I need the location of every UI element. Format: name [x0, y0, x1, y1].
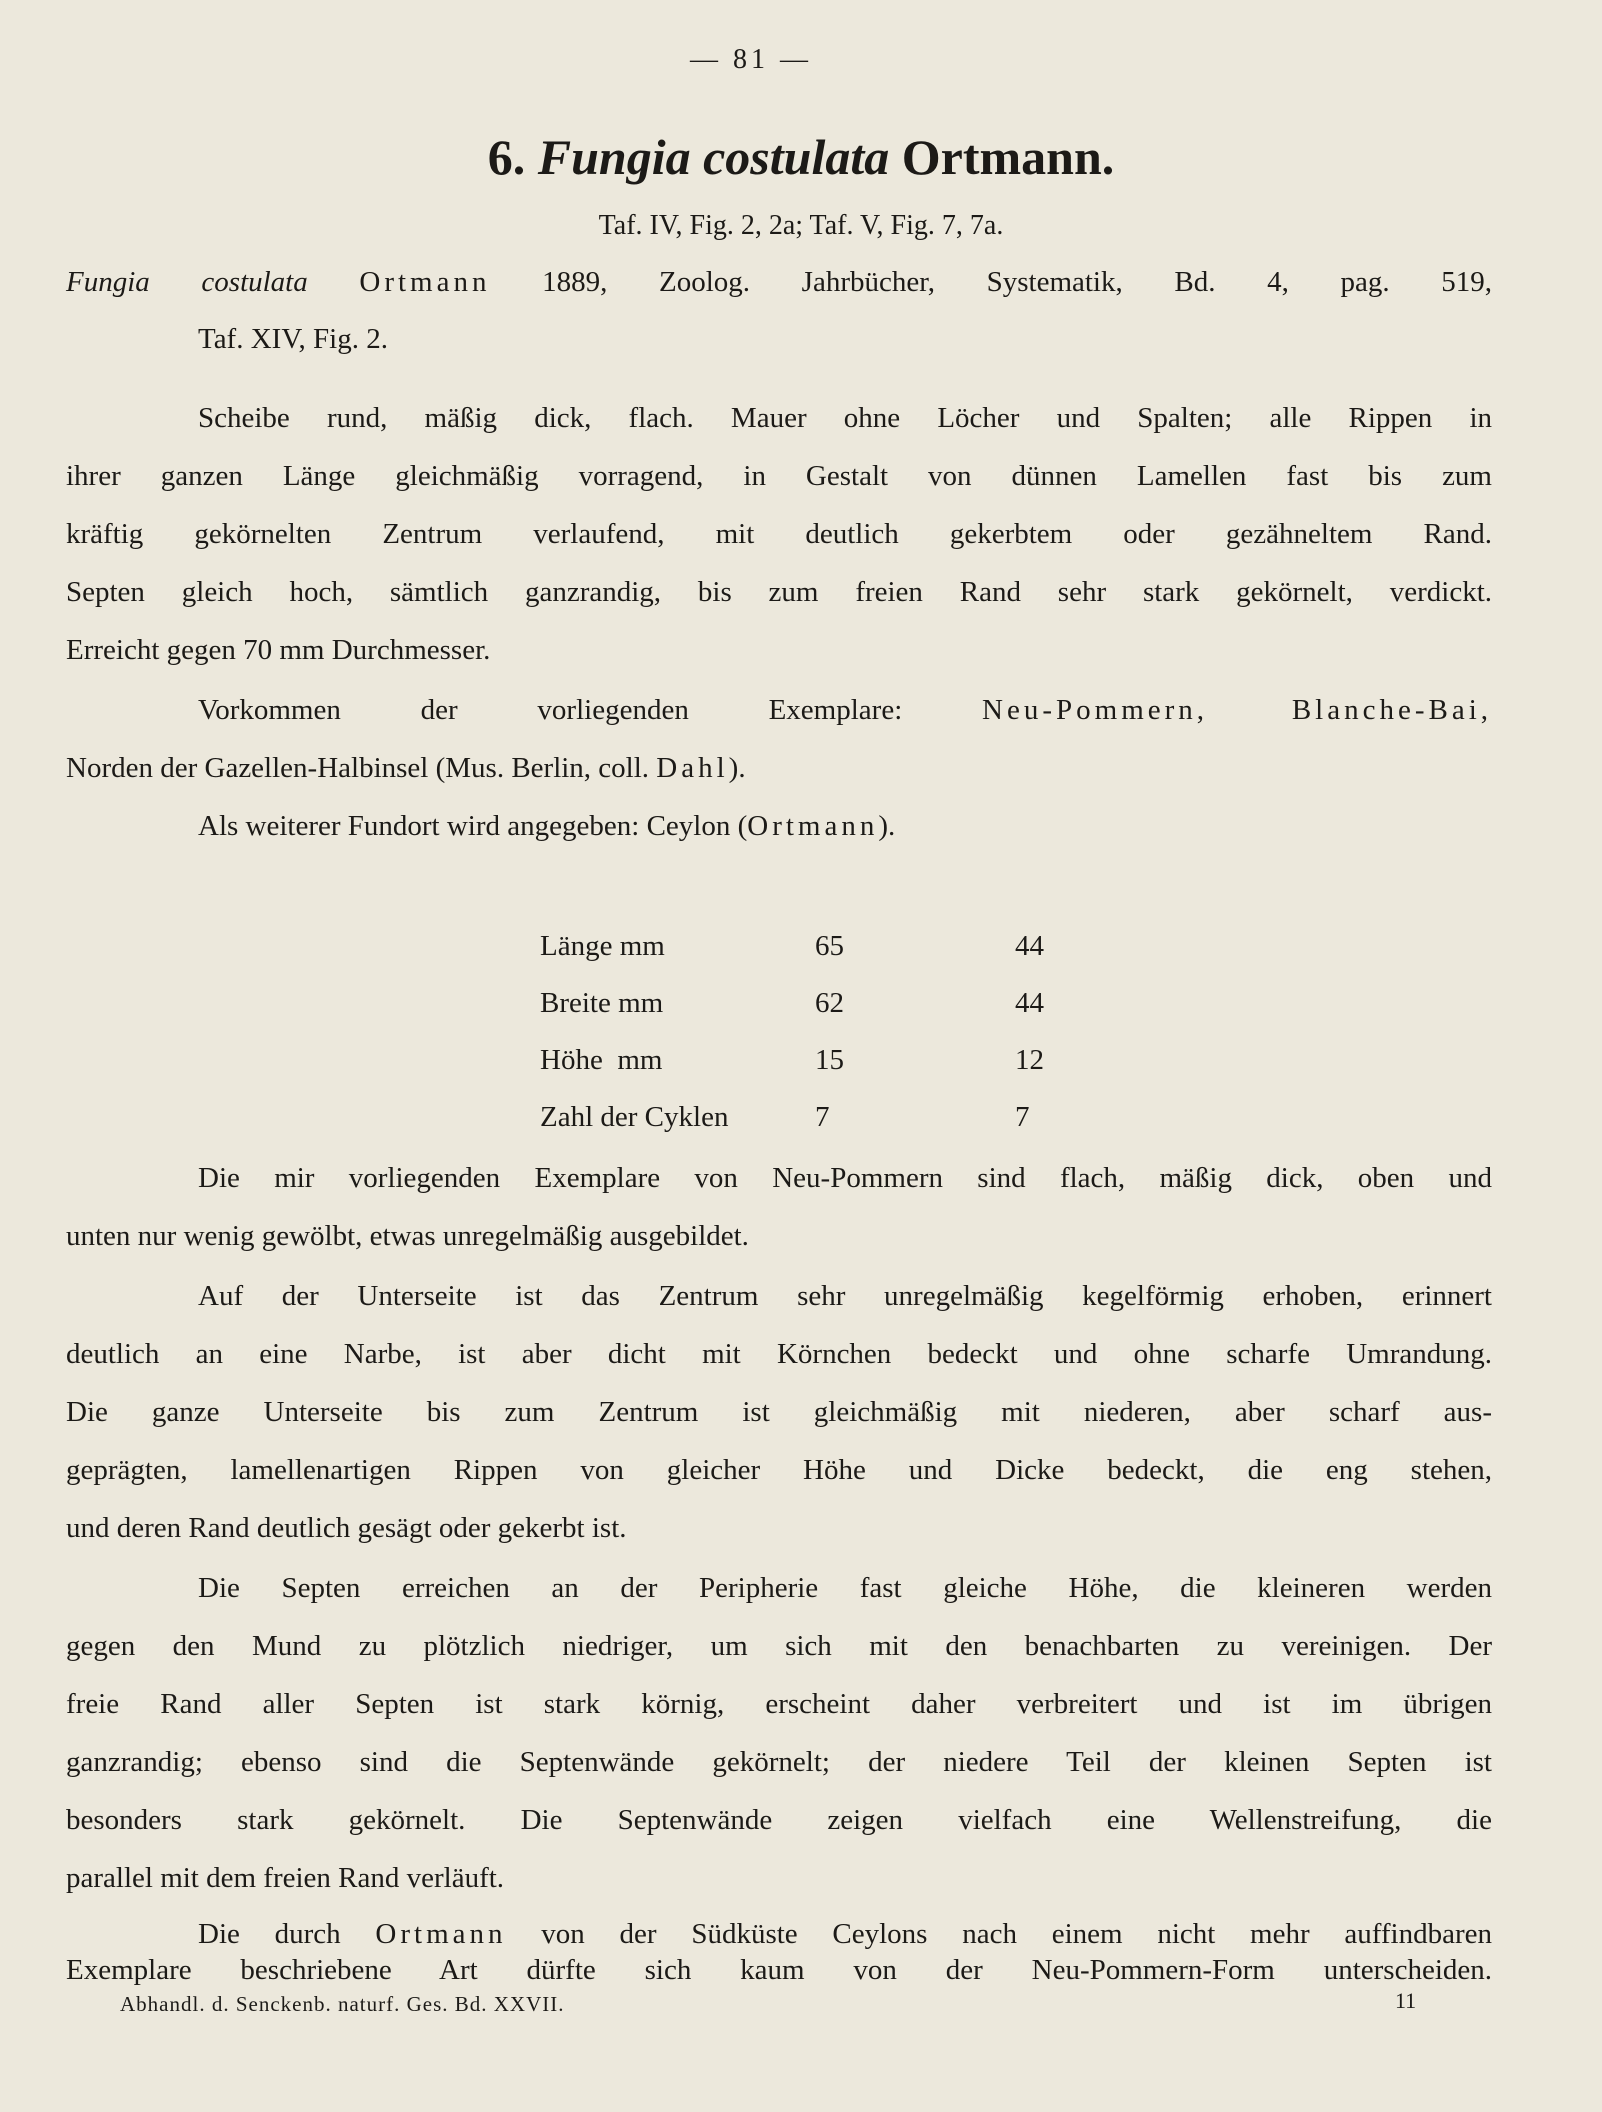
p7-line-2: Exemplare beschriebene Art dürfte sich kaum von der Neu-Pommern-Form unterscheiden. [66, 1954, 1492, 1986]
p2-line-2 [66, 752, 746, 785]
occurrence-place: Neu-Pommern, Blanche-Bai, [982, 694, 1493, 726]
measure-value-a: 15 [815, 1044, 844, 1076]
p6-line-2: gegen den Mund zu plötzlich niedriger, um sich mit den benachbarten zu vereinigen. Der [66, 1630, 1492, 1662]
measure-label: Höhe mm [540, 1044, 663, 1076]
synonymy-line-1 [66, 266, 1492, 299]
p6-line-4: ganzrandig; ebenso sind die Septenwände gekörnelt; der niedere Teil der kleinen Septen ist [66, 1746, 1492, 1778]
p7-start: Die durch [198, 1918, 341, 1950]
p1-line-5: Erreicht gegen 70 mm Durchmesser. [66, 634, 491, 666]
species-heading [0, 128, 1602, 186]
measure-value-b: 12 [1015, 1044, 1044, 1076]
p4-line-1: Die mir vorliegenden Exemplare von Neu-Pommern sind flach, mäßig dick, oben und [198, 1162, 1492, 1194]
measure-value-a: 7 [815, 1101, 830, 1133]
heading-species: Fungia costulata [537, 129, 890, 185]
p6-line-5: besonders stark gekörnelt. Die Septenwände zeigen vielfach eine Wellenstreifung, die [66, 1804, 1492, 1836]
measure-label: Länge mm [540, 930, 665, 962]
table-row [540, 975, 1115, 1032]
locality-end: ). [878, 810, 896, 842]
measure-value-a: 62 [815, 987, 844, 1019]
locality-author: Ortmann [747, 810, 879, 842]
page-number: — 81 — [690, 44, 812, 75]
locality-text: Als weiterer Fundort wird angegeben: Ceylon ( [198, 810, 748, 842]
p7-author: Ortmann [375, 1918, 507, 1950]
table-row [540, 1089, 1115, 1146]
measure-label: Zahl der Cyklen [540, 1101, 729, 1133]
p1-line-1: Scheibe rund, mäßig dick, flach. Mauer ohne Löcher und Spalten; alle Rippen in [198, 402, 1492, 434]
p7-line-1 [198, 1918, 1492, 1951]
occurrence-detail: Norden der Gazellen-Halbinsel (Mus. Berlin, coll. [66, 752, 650, 784]
footer-journal: Abhandl. d. Senckenb. naturf. Ges. Bd. XXVII. [120, 1992, 565, 2016]
signature-mark: 11 [1395, 1988, 1417, 2013]
table-row [540, 918, 1115, 975]
p1-line-3: kräftig gekörnelten Zentrum verlaufend, mit deutlich gekerbtem oder gezähneltem Rand. [66, 518, 1492, 550]
heading-number: 6. [487, 129, 526, 185]
collector-name: Dahl [656, 752, 729, 784]
p1-line-2: ihrer ganzen Länge gleichmäßig vorragend, in Gestalt von dünnen Lamellen fast bis zum [66, 460, 1492, 492]
heading-author: Ortmann. [901, 129, 1115, 185]
p6-line-6: parallel mit dem freien Rand verläuft. [66, 1862, 505, 1894]
table-row [540, 1032, 1115, 1089]
occurrence-end: ). [728, 752, 746, 784]
plate-references: Taf. IV, Fig. 2, 2a; Taf. V, Fig. 7, 7a. [598, 210, 1004, 241]
p3-line [198, 810, 895, 843]
measure-value-b: 44 [1015, 930, 1044, 962]
measure-value-a: 65 [815, 930, 844, 962]
p2-line-1 [198, 694, 1492, 727]
synonymy-author: Ortmann [359, 266, 491, 298]
synonymy-name: Fungia costulata [66, 266, 308, 298]
p5-line-1: Auf der Unterseite ist das Zentrum sehr unregelmäßig kegelförmig erhoben, erinnert [198, 1280, 1492, 1312]
p5-line-4: geprägten, lamellenartigen Rippen von gleicher Höhe und Dicke bedeckt, die eng stehen, [66, 1454, 1492, 1486]
p6-line-1: Die Septen erreichen an der Peripherie fast gleiche Höhe, die kleineren werden [198, 1572, 1492, 1604]
p6-line-3: freie Rand aller Septen ist stark körnig, erscheint daher verbreitert und ist im übrigen [66, 1688, 1492, 1720]
measurements-table [540, 918, 1115, 1146]
p1-line-4: Septen gleich hoch, sämtlich ganzrandig, bis zum freien Rand sehr stark gekörnelt, verdickt. [66, 576, 1492, 608]
p5-line-5: und deren Rand deutlich gesägt oder gekerbt ist. [66, 1512, 627, 1544]
p7-rest: von der Südküste Ceylons nach einem nicht mehr auffindbaren [541, 1918, 1493, 1950]
measure-label: Breite mm [540, 987, 664, 1019]
occurrence-label: Vorkommen der vorliegenden Exemplare: [198, 694, 903, 726]
p4-line-2: unten nur wenig gewölbt, etwas unregelmäßig ausgebildet. [66, 1220, 749, 1252]
measure-value-b: 44 [1015, 987, 1044, 1019]
p5-line-2: deutlich an eine Narbe, ist aber dicht mit Körnchen bedeckt und ohne scharfe Umrandung. [66, 1338, 1492, 1370]
p5-line-3: Die ganze Unterseite bis zum Zentrum ist gleichmäßig mit niederen, aber scharf aus- [66, 1396, 1492, 1428]
measure-value-b: 7 [1015, 1101, 1030, 1133]
synonymy-line-2: Taf. XIV, Fig. 2. [198, 323, 388, 355]
synonymy-reference: 1889, Zoolog. Jahrbücher, Systematik, Bd. 4, pag. 519, [542, 266, 1493, 298]
